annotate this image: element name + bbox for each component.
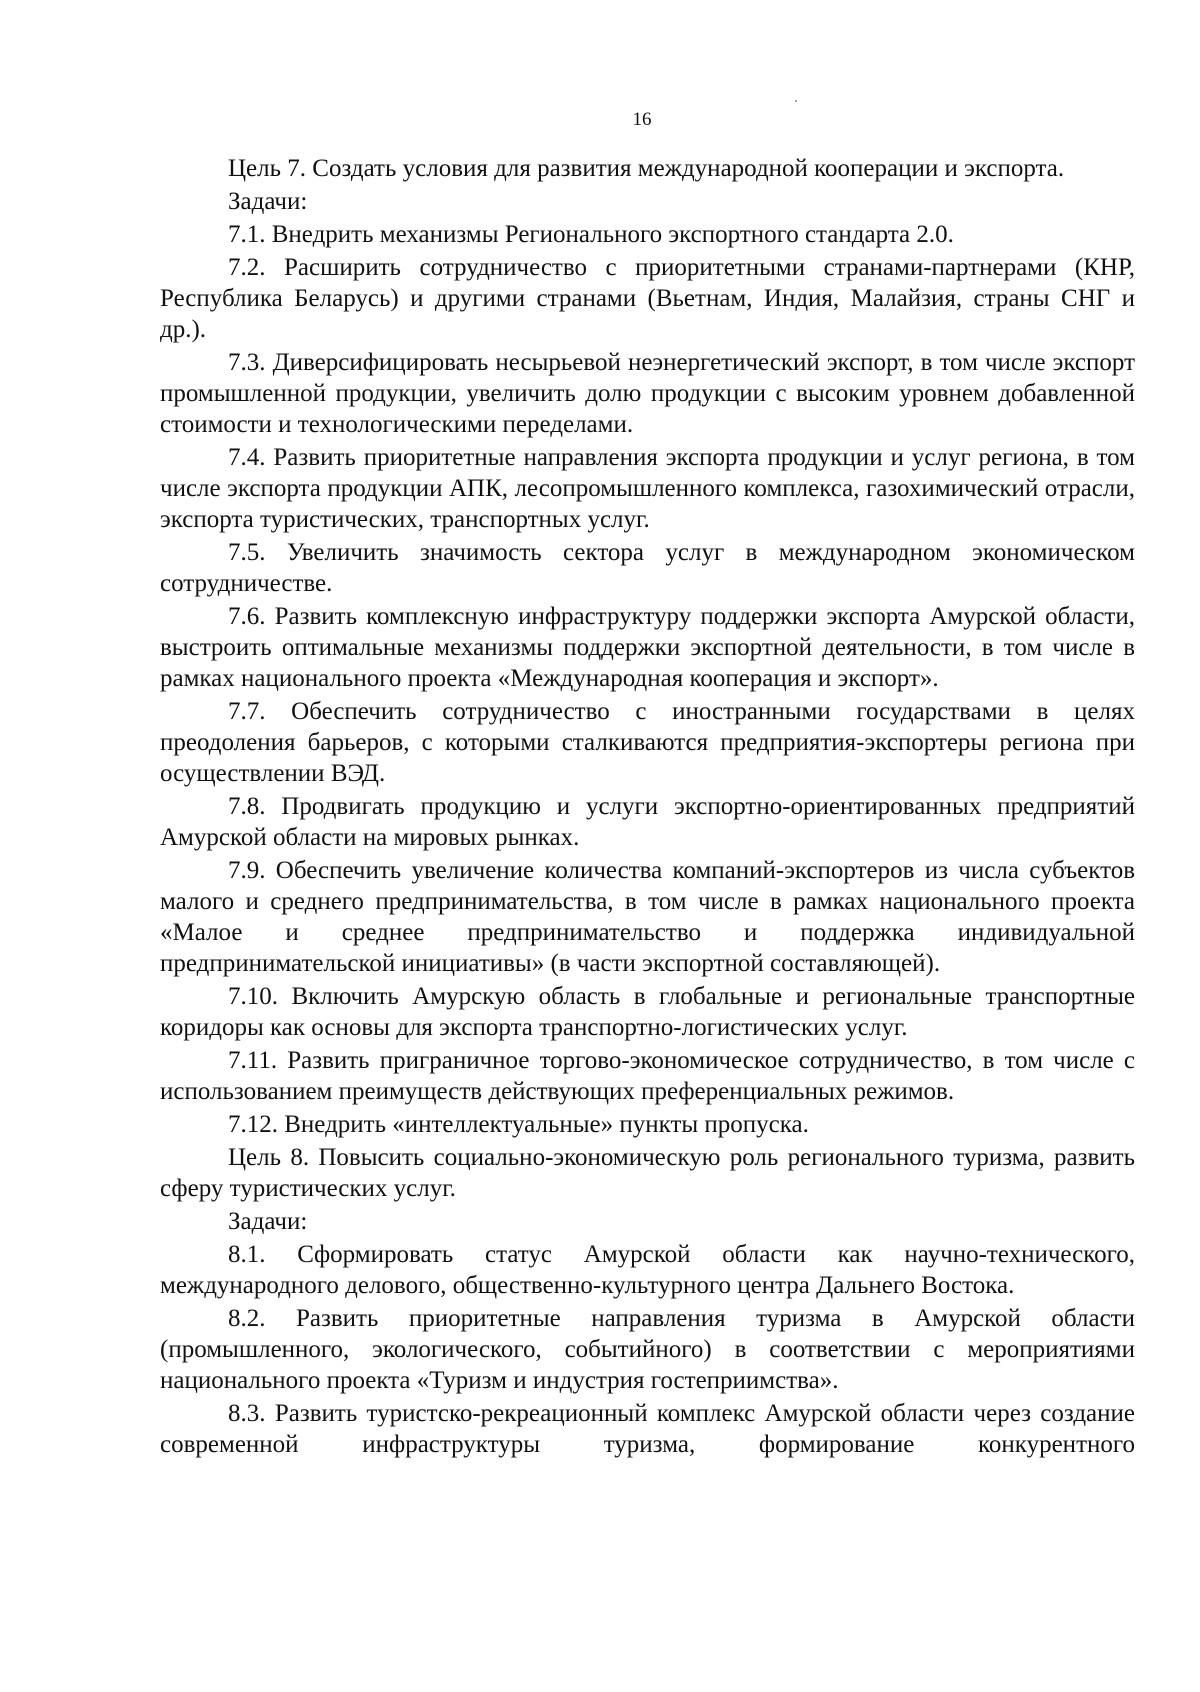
scan-speck — [795, 100, 797, 102]
tasks-label-goal-8: Задачи: — [228, 1208, 308, 1235]
task-7-5: 7.5. Увеличить значимость сектора услуг в международном экономическом сотрудничестве. — [160, 539, 1135, 597]
task-7-4: 7.4. Развить приоритетные направления экспорта продукции и услуг региона, в том числе экспорта продукции АПК, лесопромышленного комплекса, газохимический отрасли, экспорта туристических, транспортных услуг. — [160, 444, 1135, 533]
task-7-3: 7.3. Диверсифицировать несырьевой неэнергетический экспорт, в том числе экспорт промышленной продукции, увеличить долю продукции с высоким уровнем добавленной стоимости и технологическими переделами. — [160, 349, 1135, 438]
task-7-12: 7.12. Внедрить «интеллектуальные» пункты пропуска. — [228, 1111, 809, 1138]
task-7-2: 7.2. Расширить сотрудничество с приоритетными странами-партнерами (КНР, Республика Беларусь) и другими странами (Вьетнам, Индия, Малайзия, страны СНГ и др.). — [160, 254, 1135, 343]
document-body — [160, 153, 1135, 1462]
task-8-3: 8.3. Развить туристско-рекреационный комплекс Амурской области через создание современной инфраструктуры туризма, формирование конкурентного — [160, 1400, 1135, 1458]
task-8-1: 8.1. Сформировать статус Амурской области как научно-технического, международного делового, общественно-культурного центра Дальнего Востока. — [160, 1241, 1135, 1299]
task-7-7: 7.7. Обеспечить сотрудничество с иностранными государствами в целях преодоления барьеров, с которыми сталкиваются предприятия-экспортеры региона при осуществлении ВЭД. — [160, 698, 1135, 787]
task-7-11: 7.11. Развить приграничное торгово-экономическое сотрудничество, в том числе с использованием преимуществ действующих преференциальных режимов. — [160, 1047, 1135, 1105]
page-number: 16 — [632, 109, 652, 130]
task-7-8: 7.8. Продвигать продукцию и услуги экспортно-ориентированных предприятий Амурской области на мировых рынках. — [160, 793, 1135, 851]
goal-7-heading: Цель 7. Создать условия для развития международной кооперации и экспорта. — [228, 155, 1065, 182]
task-7-1: 7.1. Внедрить механизмы Регионального экспортного стандарта 2.0. — [228, 221, 954, 248]
task-7-10: 7.10. Включить Амурскую область в глобальные и региональные транспортные коридоры как основы для экспорта транспортно-логистических услуг. — [160, 983, 1135, 1041]
goal-8-heading: Цель 8. Повысить социально-экономическую роль регионального туризма, развить сферу туристических услуг. — [160, 1144, 1135, 1202]
task-8-2: 8.2. Развить приоритетные направления туризма в Амурской области (промышленного, экологического, событийного) в соответствии с мероприятиями национального проекта «Туризм и индустрия гостеприимства». — [160, 1305, 1135, 1394]
task-7-9: 7.9. Обеспечить увеличение количества компаний-экспортеров из числа субъектов малого и среднего предпринимательства, в том числе в рамках национального проекта «Малое и среднее предпринимательство и поддержка индивидуальной предпринимательской инициативы» (в части экспортной составляющей). — [160, 857, 1135, 977]
tasks-label-goal-7: Задачи: — [228, 188, 308, 215]
task-7-6: 7.6. Развить комплексную инфраструктуру поддержки экспорта Амурской области, выстроить оптимальные механизмы поддержки экспортной деятельности, в том числе в рамках национального проекта «Международная кооперация и экспорт». — [160, 603, 1135, 692]
